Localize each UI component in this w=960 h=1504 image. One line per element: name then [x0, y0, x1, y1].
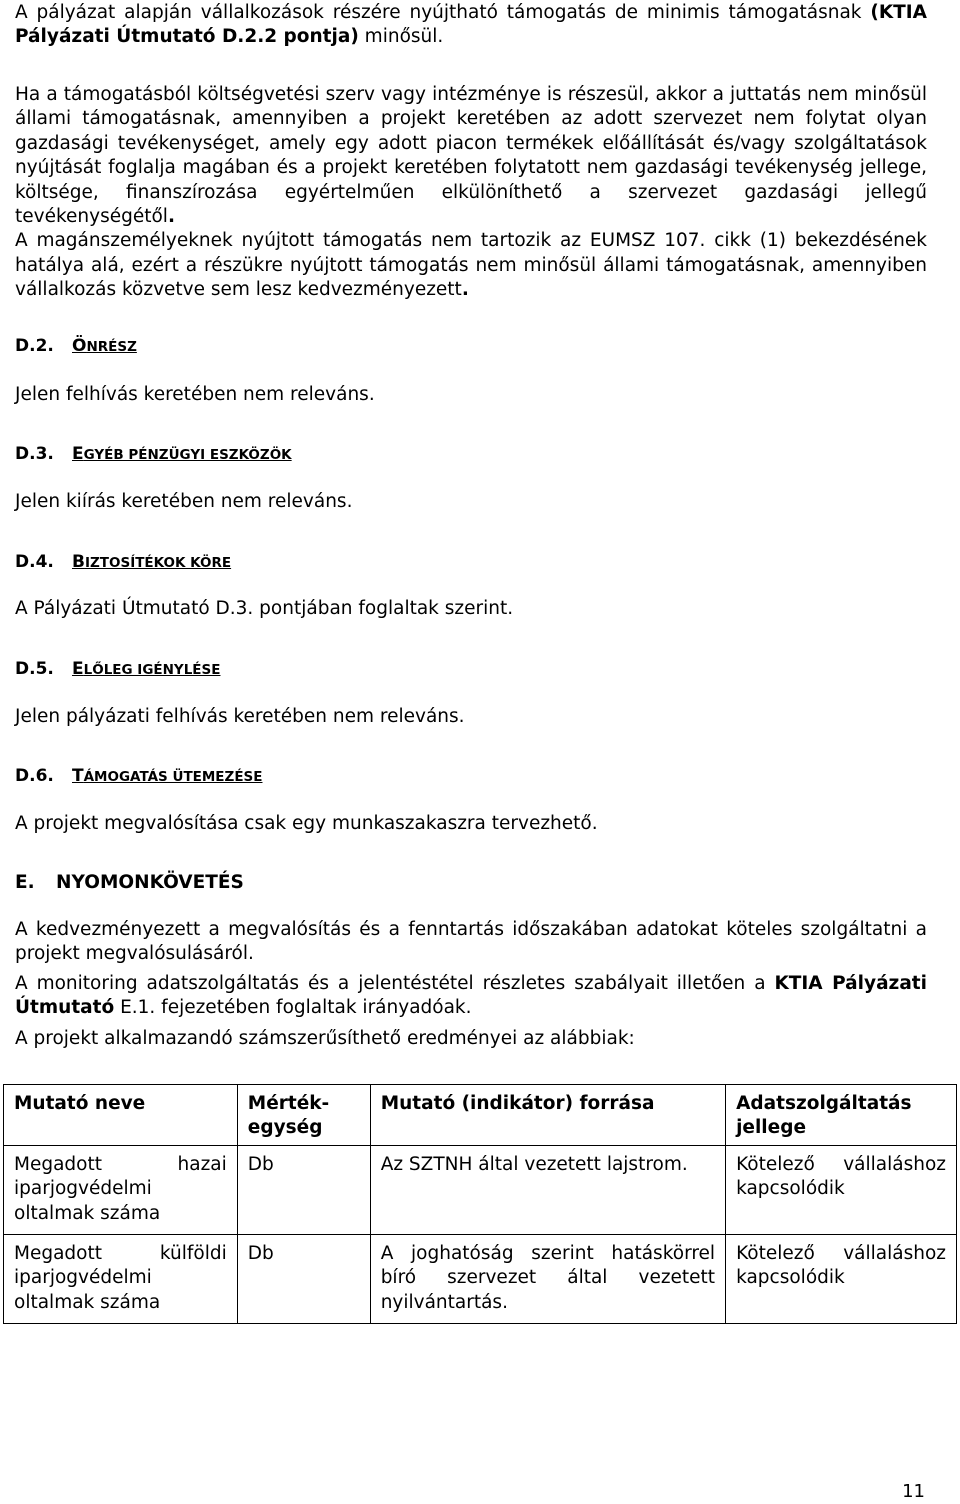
table-cell: Db [237, 1235, 370, 1324]
paragraph-bold-reference: KTIA Pályázati Útmutató [15, 973, 927, 1019]
section-number: D.6. [15, 766, 54, 786]
paragraph-monitoring-duty: A kedvezményezett a megvalósítás és a fenntartás időszakában adatokat köteles szolgáltatni a projekt megvalósulásáról. [15, 919, 927, 965]
paragraph-dot: . [167, 206, 175, 228]
table-cell: Db [237, 1145, 370, 1234]
section-heading-d5 [15, 657, 220, 682]
section-body-d6: A projekt megvalósítása csak egy munkaszakaszra tervezhető. [15, 813, 598, 834]
paragraph-de-minimis [15, 1, 927, 50]
table-cell: A joghatóság szerint hatáskörrel bíró szervezet által vezetett nyilvántartás. [370, 1235, 725, 1324]
table-cell: Megadott külföldi iparjogvédelmi oltalmak száma [4, 1235, 238, 1324]
section-heading-d6 [15, 764, 262, 789]
table-row [4, 1145, 957, 1234]
paragraph-state-aid [15, 83, 927, 303]
section-heading-d2 [15, 334, 137, 359]
section-body-d2: Jelen felhívás keretében nem releváns. [15, 384, 375, 405]
section-number: D.4. [15, 552, 54, 572]
section-title: TÁMOGATÁS ÜTEMEZÉSE [72, 766, 263, 786]
paragraph-text: A pályázat alapján vállalkozások részére nyújtható támogatás de minimis támogatásnak [15, 2, 871, 23]
section-body-d3: Jelen kiírás keretében nem releváns. [15, 491, 353, 512]
paragraph-budget-org [15, 83, 927, 229]
paragraph-bold-reference: (KTIA Pályázati Útmutató D.2.2 pontja) [15, 2, 927, 48]
section-heading-d4 [15, 550, 231, 575]
section-title: EGYÉB PÉNZÜGYI ESZKÖZÖK [72, 444, 292, 464]
section-number: E. [15, 872, 35, 893]
table-header-cell: Adatszolgáltatás jellege [726, 1085, 957, 1146]
paragraph-text: Ha a támogatásból költségvetési szerv vagy intézménye is részesül, akkor a juttatás nem minősül állami támogatásnak, amennyiben a projekt keretében az adott szervezet nem folytat olyan gazdasági tevékenységet, amely egy adott piacon termékek előállítását és/vagy szolgáltatások nyújtását foglalja magában és a projekt keretében folytatott nem gazdasági tevékenység jellege, költsége, finanszírozása egyértelműen elkülöníthető a szervezet gazdasági jellegű tevékenységétől [15, 84, 927, 228]
section-body-d4: A Pályázati Útmutató D.3. pontjában foglaltak szerint. [15, 598, 514, 619]
paragraph-dot: . [461, 279, 469, 301]
paragraph-monitoring-rules: A monitoring adatszolgáltatás és a jelentéstétel részletes szabályait illetően a KTIA Pályázati Útmutató E.1. fejezetében foglaltak irányadóak. [15, 973, 927, 1019]
indicator-table [3, 1084, 957, 1324]
section-heading-e [15, 871, 244, 895]
table-cell: Kötelező vállaláshoz kapcsolódik [726, 1145, 957, 1234]
table-cell: Kötelező vállaláshoz kapcsolódik [726, 1235, 957, 1324]
table-cell: Az SZTNH által vezetett lajstrom. [370, 1145, 725, 1234]
section-number: D.5. [15, 659, 54, 679]
section-title: ELŐLEG IGÉNYLÉSE [72, 659, 221, 679]
paragraph-text: A magánszemélyeknek nyújtott támogatás nem tartozik az EUMSZ 107. cikk (1) bekezdésének hatálya alá, ezért a részükre nyújtott támogatás nem minősül állami támogatásnak, amennyiben vállalkozás közvetve sem lesz kedvezményezett [15, 230, 927, 301]
section-number: D.3. [15, 444, 54, 464]
table-row [4, 1235, 957, 1324]
table-cell: Megadott hazai iparjogvédelmi oltalmak száma [4, 1145, 238, 1234]
section-title: NYOMONKÖVETÉS [56, 872, 244, 893]
table-header-row [4, 1085, 957, 1146]
paragraph-results-intro: A projekt alkalmazandó számszerűsíthető eredményei az alábbiak: [15, 1028, 635, 1049]
section-title: BIZTOSÍTÉKOK KÖRE [72, 552, 232, 572]
table-header-cell: Mérték-egység [237, 1085, 370, 1146]
section-title: ÖNRÉSZ [72, 336, 137, 356]
page-number: 11 [902, 1481, 925, 1502]
paragraph-text-tail: minősül. [358, 26, 444, 48]
section-number: D.2. [15, 336, 54, 356]
table-header-cell: Mutató neve [4, 1085, 238, 1146]
table-header-cell: Mutató (indikátor) forrása [370, 1085, 725, 1146]
section-body-d5: Jelen pályázati felhívás keretében nem releváns. [15, 706, 465, 727]
section-heading-d3 [15, 442, 292, 467]
paragraph-private-persons [15, 229, 927, 302]
